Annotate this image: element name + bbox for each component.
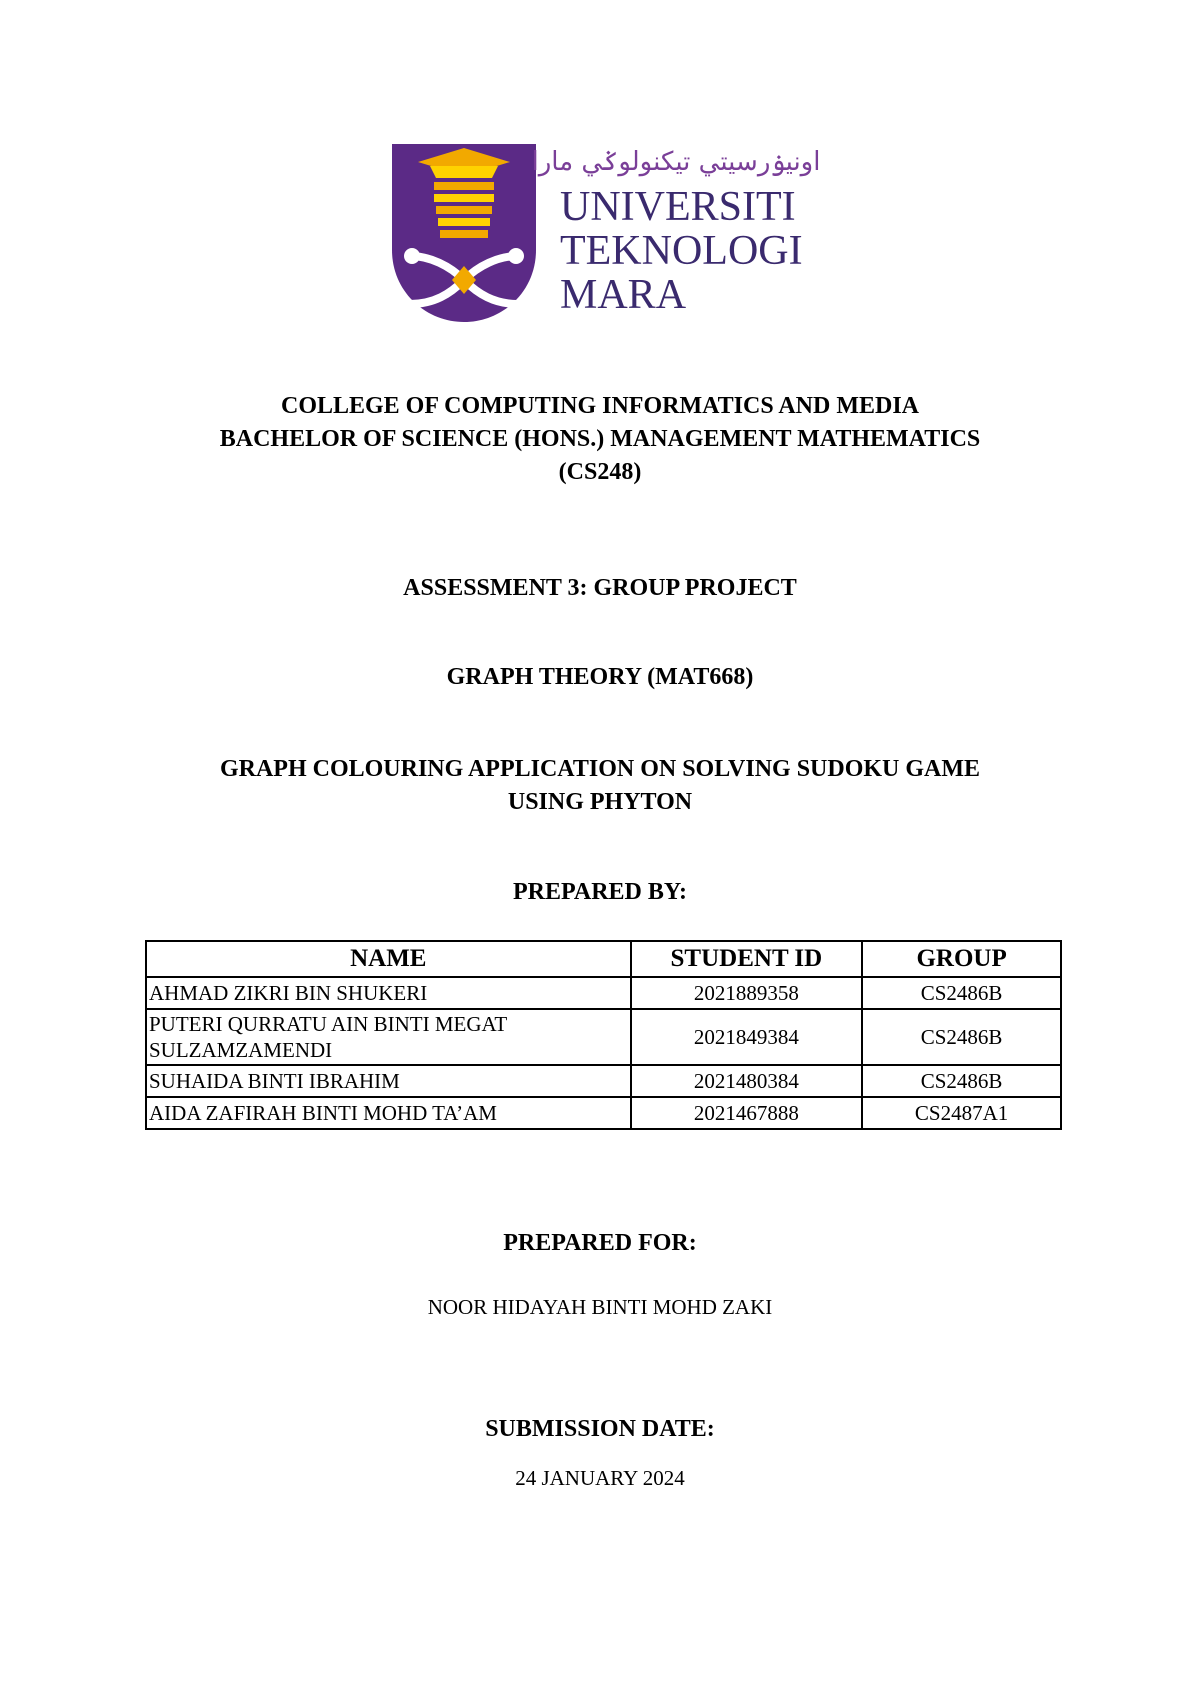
member-student-id: 2021889358 [631, 977, 863, 1009]
project-title-line1: GRAPH COLOURING APPLICATION ON SOLVING SUDOKU GAME [219, 756, 981, 782]
column-header-name: NAME [146, 941, 631, 977]
member-group: CS2486B [862, 1009, 1061, 1065]
table-row [146, 1097, 1061, 1129]
course-title: GRAPH THEORY (MAT668) [446, 664, 754, 690]
members-table [145, 940, 1062, 1130]
faculty-name: COLLEGE OF COMPUTING INFORMATICS AND MEDIA [280, 393, 920, 419]
prepared-for-label: PREPARED FOR: [503, 1230, 697, 1256]
table-row [146, 977, 1061, 1009]
member-name: AHMAD ZIKRI BIN SHUKERI [146, 977, 631, 1009]
member-group: CS2486B [862, 977, 1061, 1009]
submission-date-label: SUBMISSION DATE: [485, 1416, 715, 1442]
member-student-id: 2021467888 [631, 1097, 863, 1129]
member-name: AIDA ZAFIRAH BINTI MOHD TA’AM [146, 1097, 631, 1129]
prepared-by-label: PREPARED BY: [512, 879, 687, 905]
arabic-wordmark: اونيۏرسيتي تيكنولوݢي مارا [531, 147, 820, 177]
member-name: SUHAIDA BINTI IBRAHIM [146, 1065, 631, 1097]
assessment-title: ASSESSMENT 3: GROUP PROJECT [403, 575, 797, 601]
lecturer-name: NOOR HIDAYAH BINTI MOHD ZAKI [427, 1295, 773, 1319]
member-student-id: 2021849384 [631, 1009, 863, 1065]
programme-code: (CS248) [558, 459, 642, 485]
programme-name: BACHELOR OF SCIENCE (HONS.) MANAGEMENT MATHEMATICS [219, 426, 981, 452]
project-title-line2: USING PHYTON [507, 789, 693, 815]
column-header-group: GROUP [862, 941, 1061, 977]
table-header-row [146, 941, 1061, 977]
university-logo [390, 140, 820, 325]
wordmark-mara: MARA [560, 272, 687, 318]
member-student-id: 2021480384 [631, 1065, 863, 1097]
member-group: CS2487A1 [862, 1097, 1061, 1129]
table-row [146, 1065, 1061, 1097]
member-name: PUTERI QURRATU AIN BINTI MEGAT SULZAMZAMENDI [146, 1009, 631, 1065]
member-group: CS2486B [862, 1065, 1061, 1097]
wordmark-teknologi: TEKNOLOGI [560, 228, 803, 274]
submission-date: 24 JANUARY 2024 [515, 1466, 685, 1490]
table-row [146, 1009, 1061, 1065]
wordmark-universiti: UNIVERSITI [560, 184, 796, 230]
column-header-student-id: STUDENT ID [631, 941, 863, 977]
